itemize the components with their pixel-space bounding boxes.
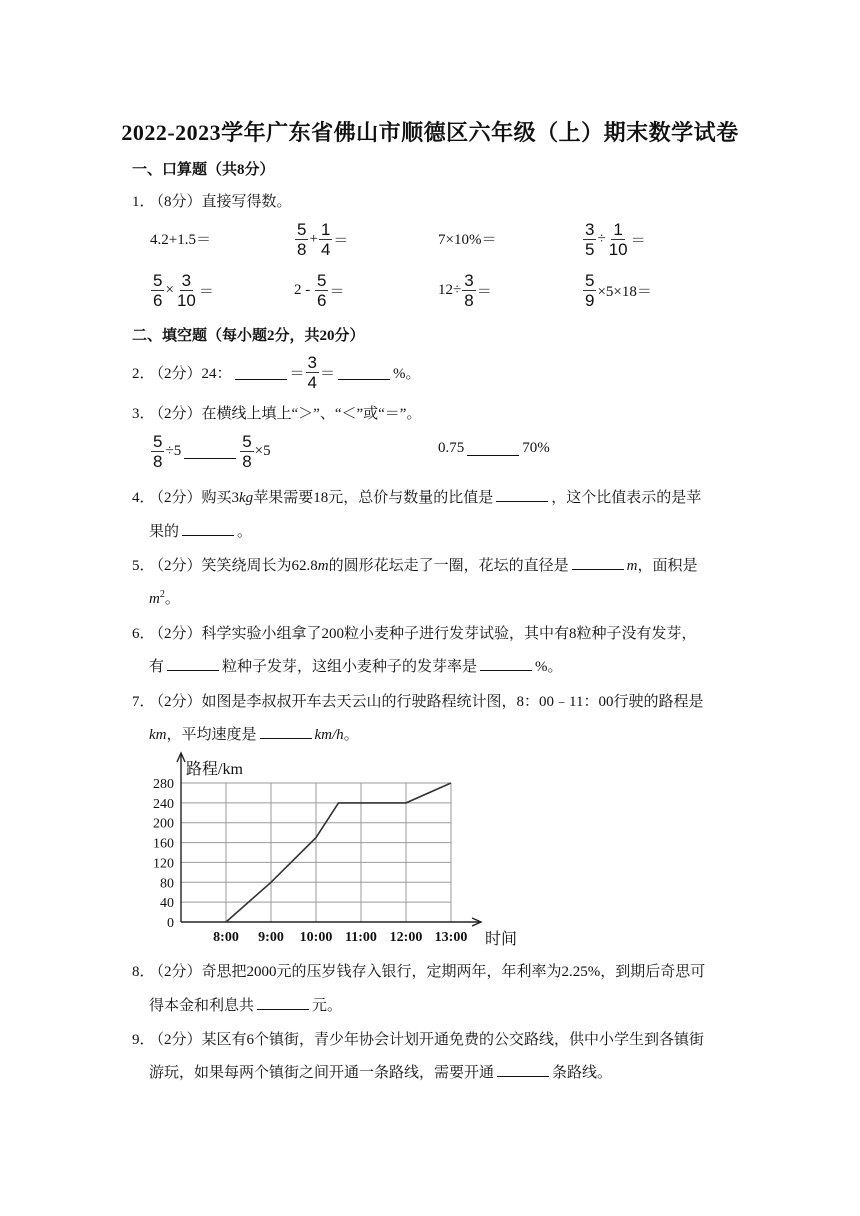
question-3 xyxy=(132,402,421,423)
calc-item-1 xyxy=(150,228,211,249)
question-number: 8． xyxy=(132,964,155,980)
question-number: 6． xyxy=(132,626,155,642)
numerator: 3 xyxy=(585,220,595,239)
y-tick-label: 160 xyxy=(153,836,174,852)
numerator: 1 xyxy=(613,220,623,239)
question-number: 9． xyxy=(132,1032,155,1048)
numerator: 3 xyxy=(464,271,474,290)
question-text: （2分）如图是李叔叔开车去天云山的行驶路程统计图，8：00﹣11：00行驶的路程是 xyxy=(149,694,704,710)
question-1 xyxy=(132,190,292,211)
calc-text: 4.2+1.5＝ xyxy=(150,232,211,248)
question-number: 5． xyxy=(132,558,155,574)
equals-sign: ＝ xyxy=(329,284,345,300)
y-tick-label: 40 xyxy=(160,896,174,912)
denominator: 8 xyxy=(297,240,307,259)
unit-text: m xyxy=(149,591,160,607)
question-text: （2分）科学实验小组拿了200粒小麦种子进行发芽试验，其中有8粒种子没有发芽， xyxy=(149,626,697,642)
question-number: 3． xyxy=(132,406,155,422)
question-4 xyxy=(132,486,701,507)
question-8-cont xyxy=(149,994,342,1015)
compare-item-1 xyxy=(150,432,271,471)
y-axis-title: 路程/km xyxy=(186,761,243,778)
question-6 xyxy=(132,622,697,643)
denominator: 4 xyxy=(320,240,331,259)
question-text: （2分）笑笑绕周长为62.8 xyxy=(149,558,318,574)
numerator: 5 xyxy=(153,432,163,451)
numerator: 5 xyxy=(153,271,163,290)
equals-sign: ＝ xyxy=(198,284,214,300)
question-text: %。 xyxy=(393,366,421,382)
answer-blank[interactable] xyxy=(497,1063,549,1077)
calc-item-5 xyxy=(150,271,214,310)
question-text: ，平均速度是 xyxy=(166,727,257,743)
unit-text: m xyxy=(317,558,329,574)
question-text: 果的 xyxy=(149,524,180,540)
denominator: 10 xyxy=(608,240,628,259)
answer-blank[interactable] xyxy=(480,657,532,671)
calc-text: 7×10%＝ xyxy=(438,232,497,248)
section-heading-2: 二、填空题（每小题2分，共20分） xyxy=(132,328,365,344)
series-line xyxy=(226,783,451,922)
x-tick-label: 11:00 xyxy=(345,930,377,945)
calc-item-8 xyxy=(582,271,652,310)
fraction xyxy=(151,271,164,310)
question-number: 1． xyxy=(132,194,155,210)
denominator: 4 xyxy=(307,373,317,392)
equals-sign: ＝ xyxy=(476,284,492,300)
fraction xyxy=(583,220,596,259)
page-title: 2022-2023学年广东省佛山市顺德区六年级（上）期末数学试卷 xyxy=(121,120,739,145)
numerator: 3 xyxy=(307,353,317,372)
equals-sign: ＝ xyxy=(333,233,349,249)
equals-sign: ＝ xyxy=(320,366,336,382)
fraction xyxy=(315,271,328,310)
y-tick-label: 80 xyxy=(160,876,174,892)
question-text: （2分）购买3 xyxy=(149,490,240,506)
calc-text: 70% xyxy=(522,440,550,456)
answer-blank[interactable] xyxy=(572,556,624,570)
numerator: 5 xyxy=(585,271,595,290)
x-tick-label: 8:00 xyxy=(213,930,239,945)
answer-blank[interactable] xyxy=(467,442,519,456)
operator: ÷ xyxy=(597,231,606,247)
calc-item-3 xyxy=(438,228,496,249)
calc-text: 12÷ xyxy=(438,282,462,298)
answer-blank[interactable] xyxy=(235,366,287,380)
unit-exponent: 2 xyxy=(159,589,165,600)
equals-sign: ＝ xyxy=(289,366,305,382)
compare-item-2 xyxy=(438,440,550,457)
fraction xyxy=(462,271,475,310)
answer-blank[interactable] xyxy=(257,996,309,1010)
fraction xyxy=(607,220,630,259)
numerator: 3 xyxy=(181,271,192,290)
question-9-cont xyxy=(149,1061,612,1082)
question-text: 粒种子发芽，这组小麦种子的发芽率是 xyxy=(222,659,478,675)
fraction xyxy=(240,432,253,471)
calc-text: ×5×18＝ xyxy=(597,284,652,300)
fraction xyxy=(151,432,164,471)
y-tick-label: 0 xyxy=(167,916,174,931)
answer-blank[interactable] xyxy=(496,488,548,502)
numerator: 5 xyxy=(242,432,252,451)
operator: × xyxy=(165,282,174,298)
answer-blank[interactable] xyxy=(338,366,390,380)
question-text: （2分）奇思把2000元的压岁钱存入银行，定期两年，年利率为2.25%，到期后奇思可 xyxy=(149,964,706,980)
distance-line-chart xyxy=(148,752,518,948)
equals-sign: ＝ xyxy=(630,233,646,249)
x-tick-label: 9:00 xyxy=(258,930,284,945)
x-tick-label: 10:00 xyxy=(299,930,333,945)
question-text: （8分）直接写得数。 xyxy=(149,194,292,210)
x-axis-title: 时间 xyxy=(485,931,518,948)
denominator: 8 xyxy=(153,452,163,471)
x-tick-label: 12:00 xyxy=(389,930,423,945)
answer-blank[interactable] xyxy=(184,445,236,459)
calc-text: ÷5 xyxy=(165,443,182,459)
question-number: 4． xyxy=(132,490,155,506)
question-8 xyxy=(132,960,705,981)
denominator: 9 xyxy=(585,291,595,310)
question-5 xyxy=(132,554,697,575)
unit-text: kg xyxy=(239,490,254,506)
question-text: ，面积是 xyxy=(637,558,698,574)
question-text: 苹果需要18元，总价与数量的比值是 xyxy=(253,490,494,506)
y-tick-label: 240 xyxy=(153,796,174,812)
question-text: 游玩，如果每两个镇街之间开通一条路线，需要开通 xyxy=(149,1065,495,1081)
question-text: （2分）24： xyxy=(149,366,232,382)
unit-text: km xyxy=(149,727,167,743)
denominator: 10 xyxy=(176,291,196,310)
fraction xyxy=(583,271,596,310)
section-heading-1: 一、口算题（共8分） xyxy=(132,162,275,178)
fraction xyxy=(306,353,319,392)
denominator: 8 xyxy=(242,452,252,471)
denominator: 8 xyxy=(464,291,474,310)
denominator: 6 xyxy=(153,291,163,310)
question-4-cont xyxy=(149,520,252,541)
question-7-cont xyxy=(149,723,359,744)
calc-item-6 xyxy=(294,271,344,310)
question-number: 7． xyxy=(132,694,155,710)
calc-text: ×5 xyxy=(254,443,271,459)
question-text: 条路线。 xyxy=(552,1065,613,1081)
y-tick-label: 280 xyxy=(153,777,174,792)
calc-item-4 xyxy=(582,220,646,259)
question-text: （2分）在横线上填上“＞”、“＜”或“＝”。 xyxy=(149,406,422,422)
denominator: 6 xyxy=(317,291,327,310)
y-tick-label: 200 xyxy=(153,816,174,832)
x-tick-label: 13:00 xyxy=(434,930,468,945)
numerator: 5 xyxy=(297,220,307,239)
question-5-cont xyxy=(149,587,180,608)
answer-blank[interactable] xyxy=(260,725,312,739)
fraction xyxy=(175,271,198,310)
question-text: 元。 xyxy=(312,998,343,1014)
question-9 xyxy=(132,1028,704,1049)
fraction xyxy=(319,220,332,259)
question-text: 有 xyxy=(149,659,165,675)
question-number: 2． xyxy=(132,366,155,382)
question-text: 。 xyxy=(237,524,253,540)
question-text: 。 xyxy=(164,591,180,607)
unit-text: m xyxy=(626,558,638,574)
question-2 xyxy=(132,353,421,392)
answer-blank[interactable] xyxy=(182,522,234,536)
question-text: ，这个比值表示的是苹 xyxy=(551,490,702,506)
answer-blank[interactable] xyxy=(167,657,219,671)
question-text: 。 xyxy=(343,727,359,743)
fraction xyxy=(295,220,308,259)
question-7 xyxy=(132,690,703,711)
calc-item-2 xyxy=(294,220,348,259)
question-6-cont xyxy=(149,655,563,676)
operator: + xyxy=(309,231,318,247)
y-tick-label: 120 xyxy=(153,856,174,872)
unit-text: km/h xyxy=(314,727,344,743)
question-text: %。 xyxy=(535,659,563,675)
question-text: （2分）某区有6个镇街，青少年协会计划开通免费的公交路线，供中小学生到各镇街 xyxy=(149,1032,705,1048)
question-text: 的圆形花坛走了一圈，花坛的直径是 xyxy=(328,558,569,574)
chart-svg xyxy=(148,752,518,948)
numerator: 1 xyxy=(320,220,331,239)
calc-item-7 xyxy=(438,271,492,310)
denominator: 5 xyxy=(585,240,595,259)
numerator: 5 xyxy=(317,271,327,290)
calc-text: 2 - xyxy=(294,282,314,298)
calc-text: 0.75 xyxy=(438,440,465,456)
question-text: 得本金和利息共 xyxy=(149,998,255,1014)
